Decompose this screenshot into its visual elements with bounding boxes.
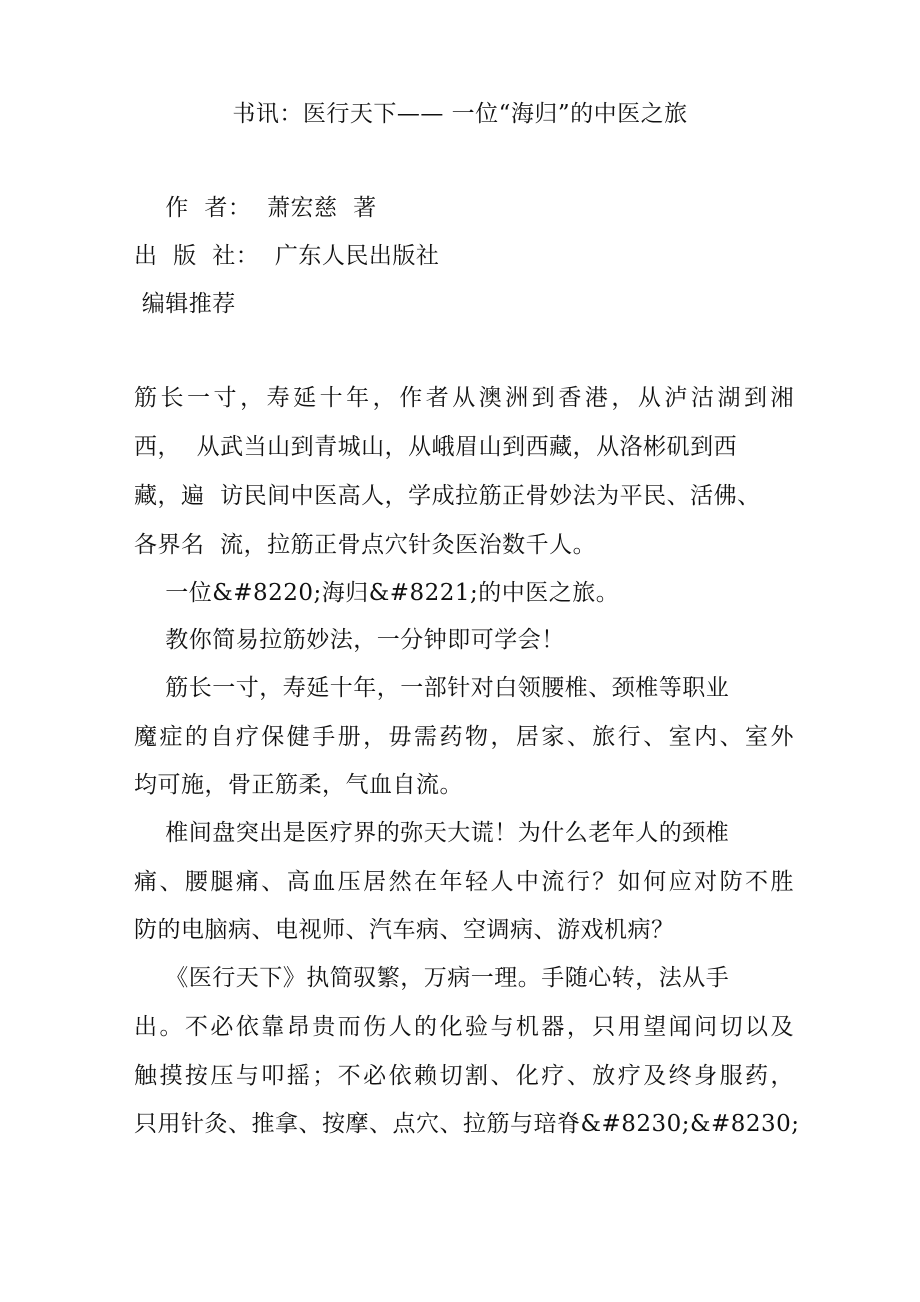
paragraph-4-line-2: 魔症的自疗保健手册，毋需药物，居家、旅行、室内、室外	[134, 724, 794, 750]
publisher-line: 出 版 社： 广东人民出版社	[134, 243, 440, 269]
paragraph-1-line-1: 筋长一寸，寿延十年，作者从澳洲到香港，从泸沽湖到湘	[134, 385, 794, 411]
paragraph-1-line-3: 藏，遍 访民间中医高人，学成拉筋正骨妙法为平民、活佛、	[134, 483, 761, 509]
paragraph-6-line-4: 只用针灸、推拿、按摩、点穴、拉筋与琣脊&#8230;&#8230;	[134, 1111, 800, 1137]
paragraph-6-line-3: 触摸按压与叩摇；不必依赖切割、化疗、放疗及终身服药，	[134, 1063, 794, 1089]
paragraph-3-line-1: 教你简易拉筋妙法，一分钟即可学会！	[134, 627, 565, 653]
paragraph-1-line-2: 西， 从武当山到青城山，从峨眉山到西藏，从洛彬矶到西	[134, 434, 738, 460]
paragraph-5-line-2: 痛、腰腿痛、高血压居然在年轻人中流行？如何应对防不胜	[134, 869, 794, 895]
paragraph-4-line-3: 均可施，骨正筋柔，气血自流。	[134, 772, 463, 798]
paragraph-6-line-1: 《医行天下》执简驭繁，万病一理。手随心转，法从手	[134, 965, 730, 991]
paragraph-6-line-2: 出。不必依靠昂贵而伤人的化验与机器，只用望闻问切以及	[134, 1014, 794, 1040]
paragraph-4-line-1: 筋长一寸，寿延十年，一部针对白领腰椎、颈椎等职业	[134, 675, 730, 701]
editor-recommendation-heading: 编辑推荐	[134, 291, 236, 317]
paragraph-5-line-1: 椎间盘突出是医疗界的弥天大谎！为什么老年人的颈椎	[134, 820, 730, 846]
document-title: 书讯：医行天下—— 一位“海归”的中医之旅	[232, 101, 688, 127]
author-line: 作 者： 萧宏慈 著	[134, 195, 377, 221]
paragraph-1-line-4: 各界名 流，拉筋正骨点穴针灸医治数千人。	[134, 532, 597, 558]
paragraph-5-line-3: 防的电脑病、电视师、汽车病、空调病、游戏机病？	[134, 917, 675, 943]
paragraph-2-line-1: 一位&#8220;海归&#8221;的中医之旅。	[134, 580, 620, 606]
